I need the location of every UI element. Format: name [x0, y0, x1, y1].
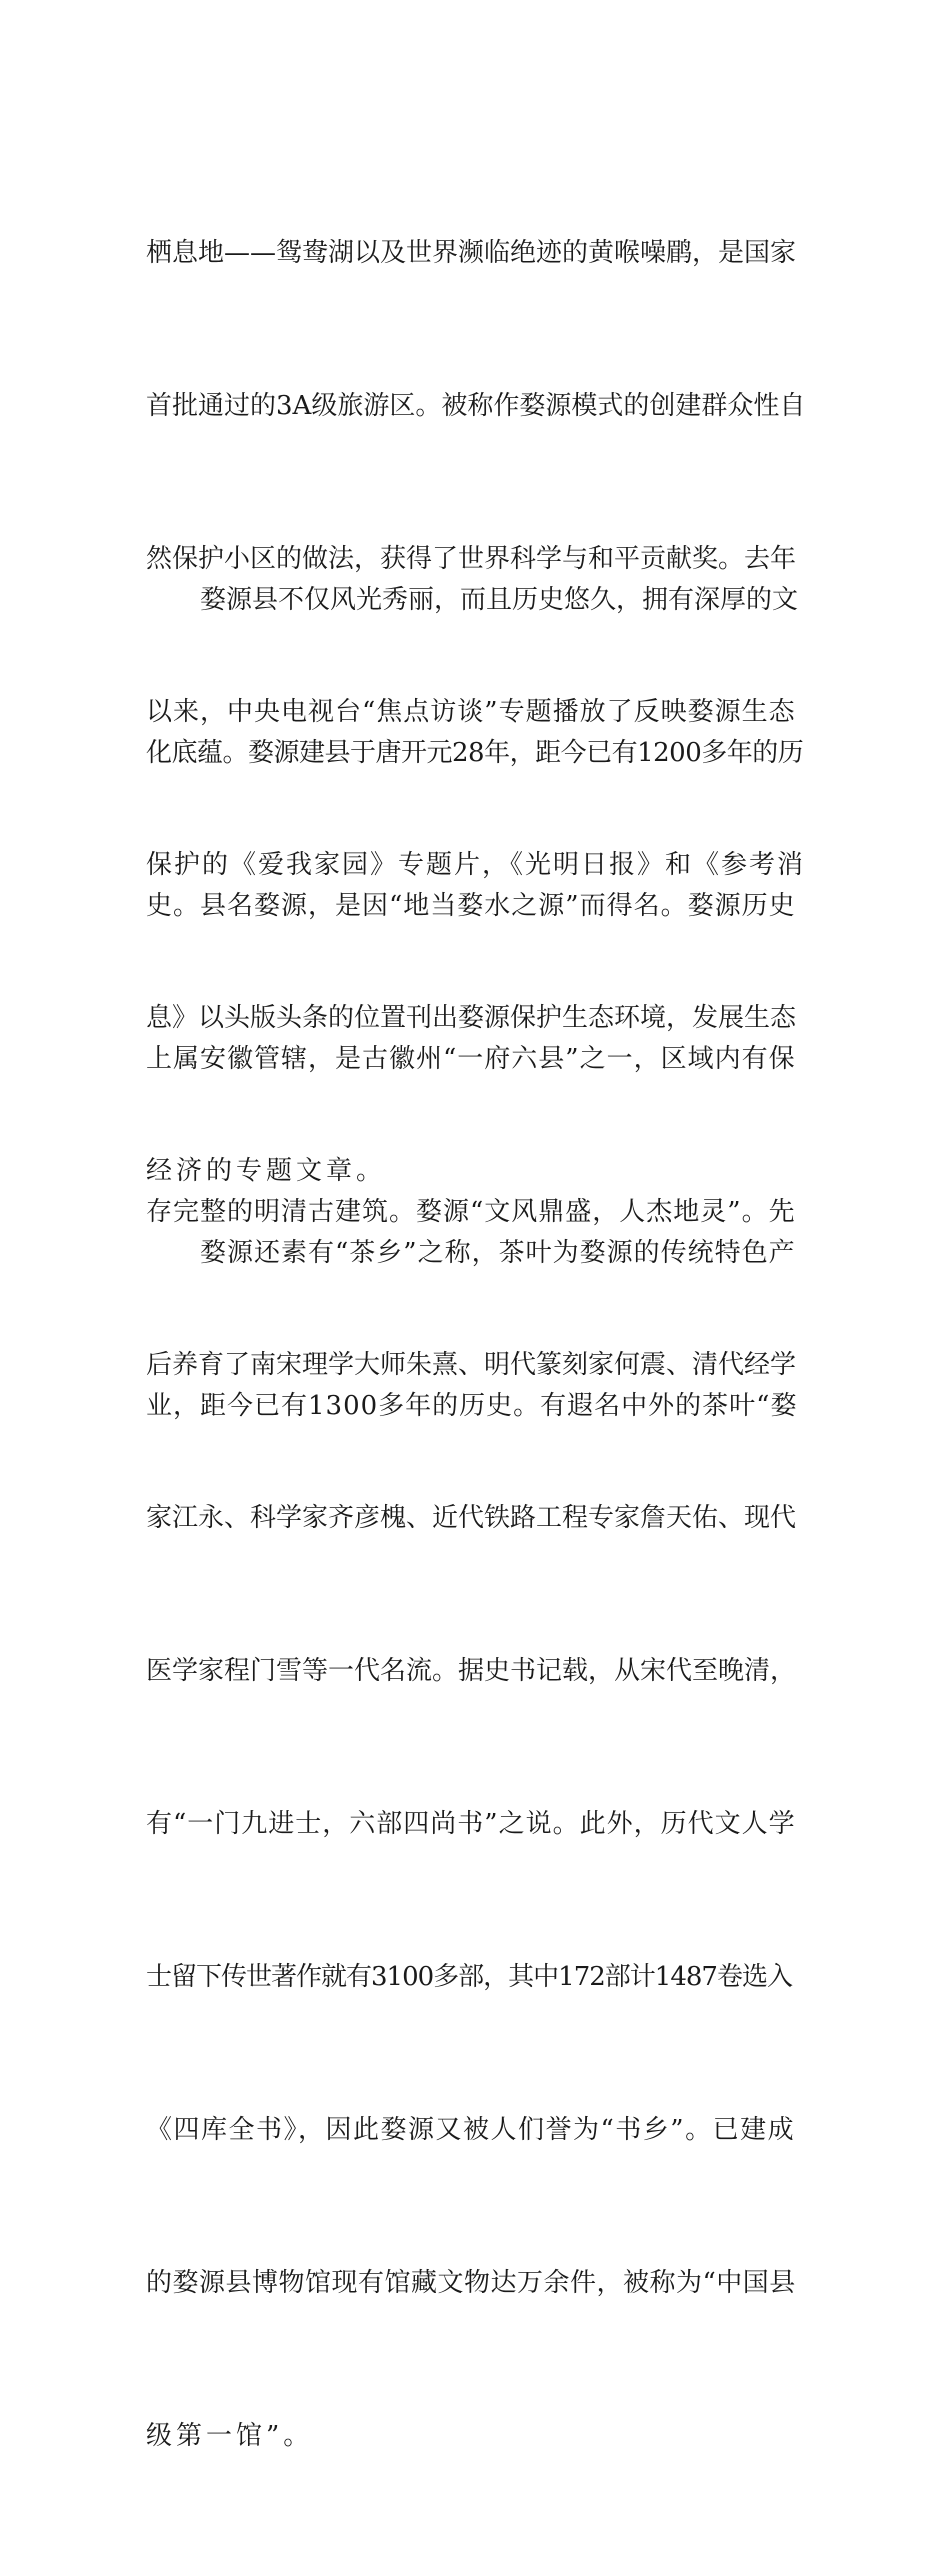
text-line: 上属安徽管辖，是古徽州“一府六县”之一，区域内有保	[146, 1044, 796, 1074]
text-line: 医学家程门雪等一代名流。据史书记载，从宋代至晚清，	[146, 1656, 797, 1686]
text-line: 有“一门九进士，六部四尚书”之说。此外，历代文人学	[146, 1809, 796, 1839]
text-line: 以来，中央电视台“焦点访谈”专题播放了反映婺源生态	[146, 697, 796, 727]
text-line: 《四库全书》，因此婺源又被人们誉为“书乡”。已建成	[146, 2115, 796, 2145]
text-line: 的婺源县博物馆现有馆藏文物达万余件，被称为“中国县	[146, 2268, 796, 2298]
paragraph-3	[146, 1126, 806, 1534]
text-line: 婺源县不仅风光秀丽，而且历史悠久，拥有深厚的文	[200, 585, 799, 615]
text-line: 化底蕴。婺源建县于唐开元28年，距今已有1200多年的历	[146, 738, 804, 768]
text-line: 后养育了南宋理学大师朱熹、明代篆刻家何震、清代经学	[146, 1350, 797, 1380]
text-line: 首批通过的3A级旅游区。被称作婺源模式的创建群众性自	[146, 391, 806, 421]
text-line: 存完整的明清古建筑。婺源“文风鼎盛，人杰地灵”。先	[146, 1197, 796, 1227]
text-line: 家江永、科学家齐彦槐、近代铁路工程专家詹天佑、现代	[146, 1503, 797, 1533]
text-line: 然保护小区的做法，获得了世界科学与和平贡献奖。去年	[146, 544, 797, 574]
text-line: 保护的《爱我家园》专题片，《光明日报》和《参考消	[146, 850, 806, 880]
text-line: 士留下传世著作就有3100多部，其中172部计1487卷选入	[146, 1962, 792, 1992]
text-line: 经济的专题文章。	[146, 1156, 387, 1186]
text-line: 息》以头版头条的位置刊出婺源保护生态环境，发展生态	[146, 1003, 797, 1033]
text-line: 业，距今已有1300多年的历史。有遐名中外的茶叶“婺	[146, 1391, 798, 1421]
text-line: 栖息地——鸳鸯湖以及世界濒临绝迹的黄喉噪鹛，是国家	[146, 238, 797, 268]
text-line: 婺源还素有“茶乡”之称，茶叶为婺源的传统特色产	[200, 1238, 796, 1268]
text-line: 史。县名婺源，是因“地当婺水之源”而得名。婺源历史	[146, 891, 796, 921]
text-line: 级第一馆”。	[146, 2421, 314, 2451]
